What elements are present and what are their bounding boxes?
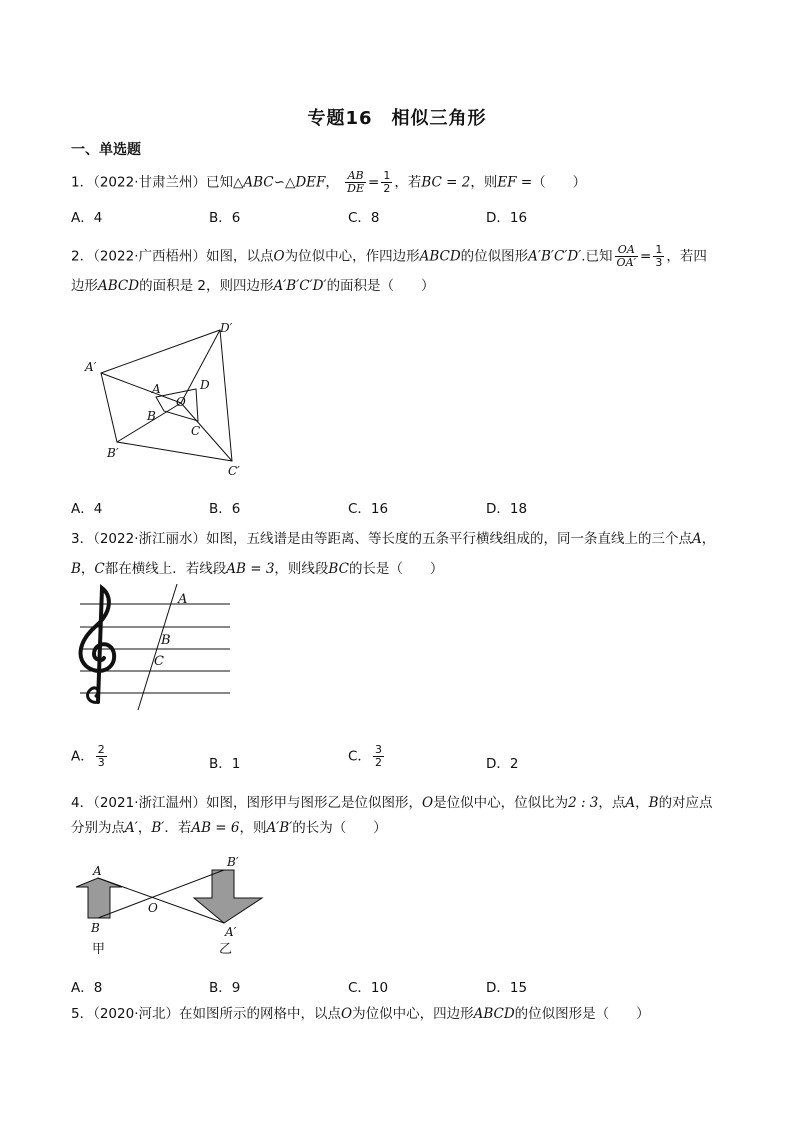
q2-label-a-prime: A′ (85, 360, 97, 374)
q5-point-o: O (341, 1006, 353, 1022)
q2-label-b-prime: B′ (107, 446, 119, 460)
q2-abcd-prime: A′B′C′D′ (528, 248, 582, 265)
q3-point-a: A (692, 531, 702, 547)
q4-point-b-prime: B′ (151, 820, 165, 836)
q2-l2-mid: 的面积是 2，则四边形 (139, 278, 274, 294)
q4-point-a: A (625, 795, 636, 811)
q2-label-o: O (176, 395, 186, 409)
q2-option-c[interactable]: C．16 (348, 501, 389, 517)
q2-l2-prefix: 边形 (71, 278, 98, 294)
q3-transversal (138, 584, 177, 710)
q5-tail: 的位似图形是（ ） (514, 1006, 650, 1022)
q3-line1: 3．（2022·浙江丽水）如图，五线谱是由等距离、等长度的五条平行横线组成的，同一条直线上的三个点 (71, 531, 692, 547)
q1-mid: ，若 (394, 174, 422, 191)
q3-cond: AB = 3 (226, 561, 275, 577)
q2-prefix: 2．（2022·广西梧州）如图，以点 (71, 248, 274, 265)
q3-point-c: C (94, 561, 105, 577)
q5-mid: 为位似中心，四边形 (352, 1006, 474, 1022)
q4-l2-prefix: 分别为点 (71, 820, 125, 836)
question-4-line-2 (71, 818, 387, 838)
q4-option-b[interactable]: B．9 (209, 980, 241, 996)
q5-prefix: 5．（2020·河北）在如图所示的网格中，以点 (71, 1006, 341, 1022)
q2-label-c: C (191, 424, 201, 438)
q3-end: 的长是（ ） (348, 561, 444, 577)
q3-option-c[interactable] (348, 744, 386, 769)
q1-paren: （ ） (532, 174, 587, 191)
q4-l2-mid2: ，则 (239, 820, 267, 836)
q4-point-b: B (648, 795, 659, 811)
q4-option-c[interactable]: C．10 (348, 980, 389, 996)
q4-l2-tail: 的长为（ ） (292, 820, 387, 836)
question-1 (71, 170, 586, 195)
q2-mid: 为位似中心，作四边形 (284, 248, 420, 265)
q3-label-a: A (178, 592, 188, 607)
q2-label-d: D (200, 378, 210, 392)
q4-prefix: 4．（2021·浙江温州）如图，图形甲与图形乙是位似图形， (71, 795, 422, 811)
q2-fraction-oa (615, 244, 638, 269)
q1-option-a[interactable]: A．4 (71, 210, 103, 226)
q3-option-a-prefix: A． (71, 748, 94, 765)
q2-abcd: ABCD (419, 248, 461, 265)
q4-cond: AB = 6 (191, 820, 240, 836)
q2-point-o: O (273, 248, 285, 265)
q3-comma-2: ， (80, 561, 95, 577)
q3-comma: ， (701, 531, 716, 547)
section-heading: 一、单选题 (71, 142, 141, 158)
q3-option-c-den: 2 (374, 756, 382, 769)
treble-clef-icon (81, 588, 115, 702)
q1-option-d[interactable]: D．16 (486, 210, 528, 226)
q4-tail: 的对应点 (658, 795, 713, 811)
q4-comma: ， (635, 795, 649, 811)
q2-outer-quadrilateral (101, 330, 232, 461)
q2-label-b: B (147, 409, 156, 423)
q3-option-a-den: 3 (97, 756, 105, 769)
q2-l2-tail: 的面积是（ ） (326, 278, 435, 294)
q2-l2-abcd-prime: A′B′C′D′ (273, 278, 327, 294)
q1-half-num: 1 (383, 169, 391, 182)
q4-mid: 是位似中心，位似比为 (433, 795, 569, 811)
q1-ask: EF = (497, 174, 533, 191)
q2-option-b[interactable]: B．6 (209, 501, 241, 517)
q2-tail: ，若四 (666, 248, 707, 265)
question-3-line-2 (71, 559, 443, 579)
q2-l2-abcd: ABCD (98, 278, 140, 294)
q4-point-a-prime: A′ (125, 820, 138, 836)
q4-label-a: A (93, 864, 102, 878)
q1-comma: ， (325, 174, 339, 191)
q2-third-den: 3 (655, 256, 663, 269)
q1-similar: △ABC∽△DEF (233, 174, 326, 191)
q2-label-a: A (152, 382, 161, 396)
q4-label-yi: 乙 (219, 942, 233, 957)
q1-half-den: 2 (383, 182, 391, 195)
q5-abcd: ABCD (473, 1006, 515, 1022)
q3-label-b: B (161, 633, 171, 648)
q2-option-a[interactable]: A．4 (71, 501, 103, 517)
q3-option-c-num: 3 (374, 743, 382, 756)
q4-label-a-prime: A′ (225, 925, 237, 939)
q1-fraction-ab-de (345, 170, 366, 195)
q2-label-c-prime: C′ (228, 464, 240, 478)
q2-frac-num: OA (615, 244, 638, 257)
q1-tail: ，则 (470, 174, 498, 191)
q2-mid2: 的位似图形 (460, 248, 529, 265)
q2-ray-d (181, 330, 220, 403)
q2-option-d[interactable]: D．18 (486, 501, 528, 517)
page-title: 专题16 相似三角形 (307, 108, 487, 129)
q3-figure-staff (72, 584, 237, 714)
question-4-line-1 (71, 793, 713, 813)
q3-option-a[interactable] (71, 744, 109, 769)
q2-frac-den: OA′ (616, 256, 637, 269)
q2-label-d-prime: D′ (220, 321, 233, 335)
q4-option-a[interactable]: A．8 (71, 980, 103, 996)
q3-option-c-fraction (373, 744, 384, 769)
q1-fraction-half (381, 170, 392, 195)
q4-apbp: A′B′ (266, 820, 293, 836)
q2-known: .已知 (581, 248, 613, 265)
q3-option-d[interactable]: D．2 (486, 756, 519, 772)
q2-ray-c (181, 403, 232, 461)
q4-label-b: B (91, 921, 100, 935)
q2-ray-a (101, 373, 181, 403)
q1-frac-num: AB (345, 170, 366, 183)
question-2-line-2 (71, 276, 435, 296)
q2-third-num: 1 (655, 243, 663, 256)
q3-option-a-num: 2 (97, 743, 105, 756)
q4-ratio: 2 : 3 (568, 795, 599, 811)
q4-l2-mid: ．若 (164, 820, 192, 836)
q1-frac-den: DE (347, 182, 365, 195)
question-3-line-1 (71, 529, 715, 549)
q4-mid2: ，点 (598, 795, 626, 811)
q3-option-a-fraction (96, 744, 107, 769)
q3-option-c-prefix: C． (348, 748, 371, 765)
q1-option-c[interactable]: C．8 (348, 210, 380, 226)
q3-tail: ，则线段 (274, 561, 329, 577)
question-5 (71, 1004, 650, 1024)
q3-bc: BC (328, 561, 349, 577)
q1-option-b[interactable]: B．6 (209, 210, 241, 226)
q4-label-b-prime: B′ (227, 855, 239, 869)
q2-eq: = (640, 248, 652, 265)
q4-figure-arrows (72, 850, 272, 962)
q4-label-o: O (148, 901, 158, 915)
q2-figure-homothety (80, 318, 250, 478)
q3-option-b[interactable]: B．1 (209, 756, 241, 772)
q3-mid: 都在横线上．若线段 (104, 561, 227, 577)
q3-point-b: B (71, 561, 81, 577)
q1-prefix: 1．（2022·甘肃兰州）已知 (71, 174, 233, 191)
q4-line-b-b-prime (98, 870, 224, 918)
q4-label-jia: 甲 (92, 942, 106, 957)
q2-fraction-third (653, 244, 664, 269)
q4-option-d[interactable]: D．15 (486, 980, 528, 996)
q1-eq: = (368, 174, 380, 191)
q1-cond: BC = 2 (421, 174, 471, 191)
q4-point-o: O (422, 795, 434, 811)
q3-label-c: C (154, 654, 164, 669)
question-2-line-1 (71, 244, 707, 269)
q4-l2-comma: ， (137, 820, 152, 836)
